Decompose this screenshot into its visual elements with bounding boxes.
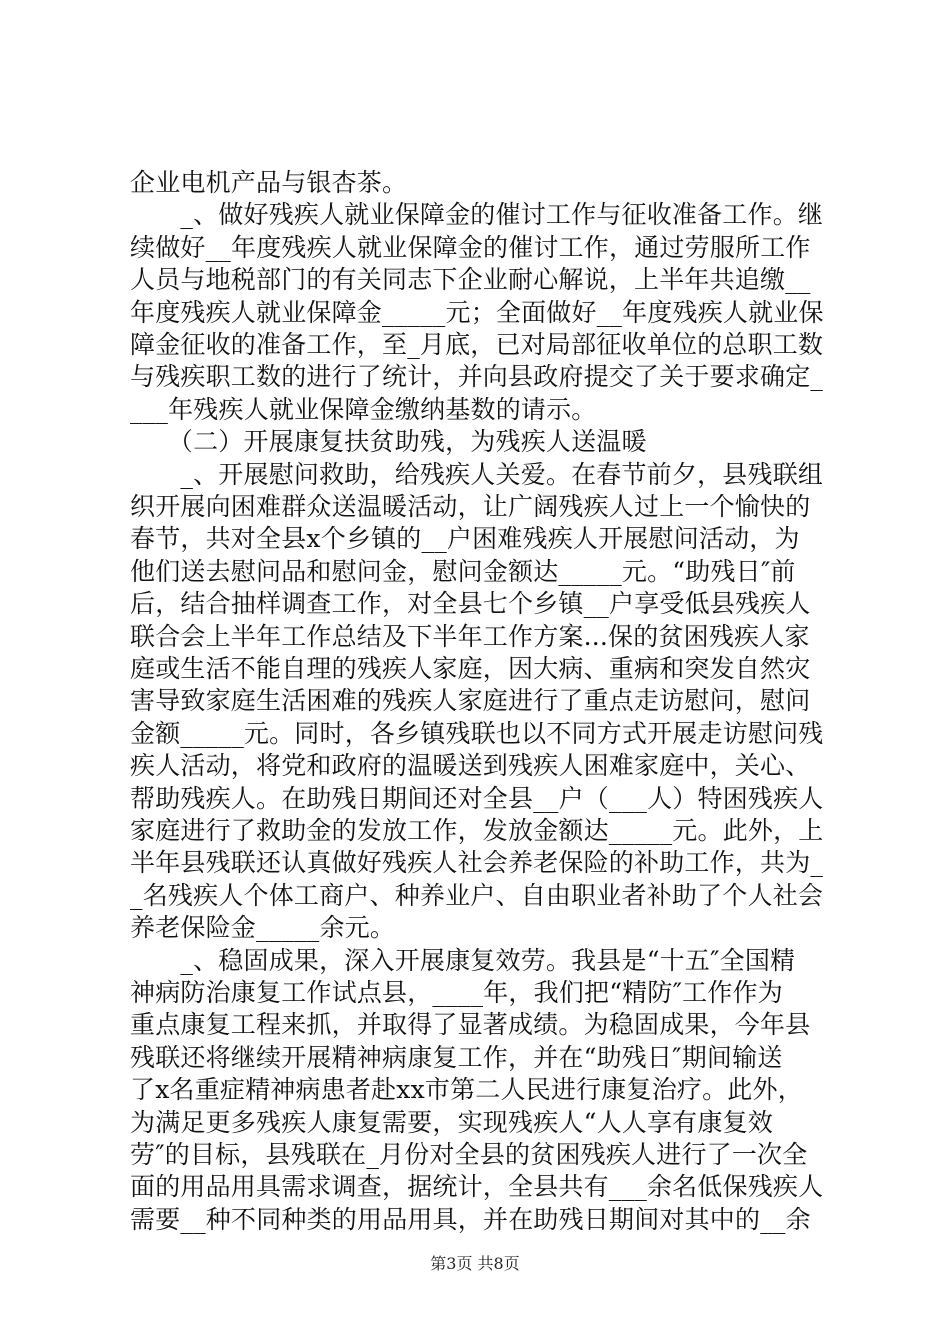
text-line: 续做好__年度残疾人就业保障金的催讨工作，通过劳服所工作: [130, 232, 811, 262]
section-heading: （二）开展康复扶贫助残，为残疾人送温暖: [130, 427, 647, 457]
text-line: 劳″的目标，县残联在_月份对全县的贫困残疾人进行了一次全: [130, 1140, 808, 1169]
page-footer: 第3页 共8页: [430, 1254, 520, 1273]
text-line: 企业电机产品与银杏茶。: [130, 168, 408, 197]
text-line: 半年县残联还认真做好残疾人社会养老保险的补助工作，共为_: [130, 848, 824, 878]
text-line: _、稳固成果，深入开展康复效劳。我县是“十五″全国精: [130, 945, 796, 975]
text-line: _、开展慰问救助，给残疾人关爱。在春节前夕，县残联组: [130, 459, 824, 489]
text-line: 疾人活动，将党和政府的温暖送到残疾人困难家庭中，关心、: [130, 751, 811, 781]
text-line: 需要__种不同种类的用品用具，并在助残日期间对其中的__余: [130, 1204, 811, 1234]
text-line: 后，结合抽样调查工作，对全县七个乡镇__户享受低县残疾人: [130, 589, 811, 619]
text-line: 养老保险金_____余元。: [130, 913, 396, 943]
text-line: 联合会上半年工作总结及下半年工作方案...保的贫困残疾人家: [130, 621, 810, 651]
text-line: 春节，共对全县x个乡镇的__户困难残疾人开展慰问活动，为: [130, 524, 800, 554]
text-line: 神病防治康复工作试点县，____年，我们把“精防″工作作为: [130, 978, 783, 1007]
text-line: 帮助残疾人。在助残日期间还对全县__户（___人）特困残疾人: [130, 783, 824, 813]
text-line: 家庭进行了救助金的发放工作，发放金额达_____元。此外，上: [130, 816, 824, 845]
text-line: 与残疾职工数的进行了统计，并向县政府提交了关于要求确定_: [130, 362, 824, 392]
text-line: 重点康复工程来抓，并取得了显著成绩。为稳固成果，今年县: [130, 1010, 811, 1040]
text-line: 面的用品用具需求调查，据统计，全县共有___余名低保残疾人: [130, 1172, 824, 1202]
text-line: 庭或生活不能自理的残疾人家庭，因大病、重病和突发自然灾: [130, 654, 811, 683]
text-line: _名残疾人个体工商户、种养业户、自由职业者补助了个人社会: [130, 880, 824, 910]
text-line: 人员与地税部门的有关同志下企业耐心解说，上半年共追缴__: [130, 265, 811, 295]
text-line: 残联还将继续开展精神病康复工作，并在“助残日″期间输送: [130, 1042, 783, 1072]
text-line: 金额_____元。同时，各乡镇残联也以不同方式开展走访慰问残: [130, 718, 824, 748]
text-line: 织开展向困难群众送温暖活动，让广阔残疾人过上一个愉快的: [130, 492, 811, 521]
text-line: 害导致家庭生活困难的残疾人家庭进行了重点走访慰问，慰问: [130, 686, 811, 716]
text-line: 了x名重症精神病患者赴xx市第二人民进行康复治疗。此外，: [130, 1075, 803, 1105]
text-line: 年度残疾人就业保障金_____元；全面做好__年度残疾人就业保: [130, 297, 824, 327]
text-line: 障金征收的准备工作，至_月底，已对局部征收单位的总职工数: [130, 330, 824, 359]
text-line: _、做好残疾人就业保障金的催讨工作与征收准备工作。继: [130, 200, 824, 230]
text-line: 为满足更多残疾人康复需要，实现残疾人“人人享有康复效: [130, 1107, 773, 1137]
text-line: 他们送去慰问品和慰问金，慰问金额达_____元。“助残日″前: [130, 556, 796, 586]
text-line: ___年残疾人就业保障金缴纳基数的请示。: [130, 394, 597, 424]
